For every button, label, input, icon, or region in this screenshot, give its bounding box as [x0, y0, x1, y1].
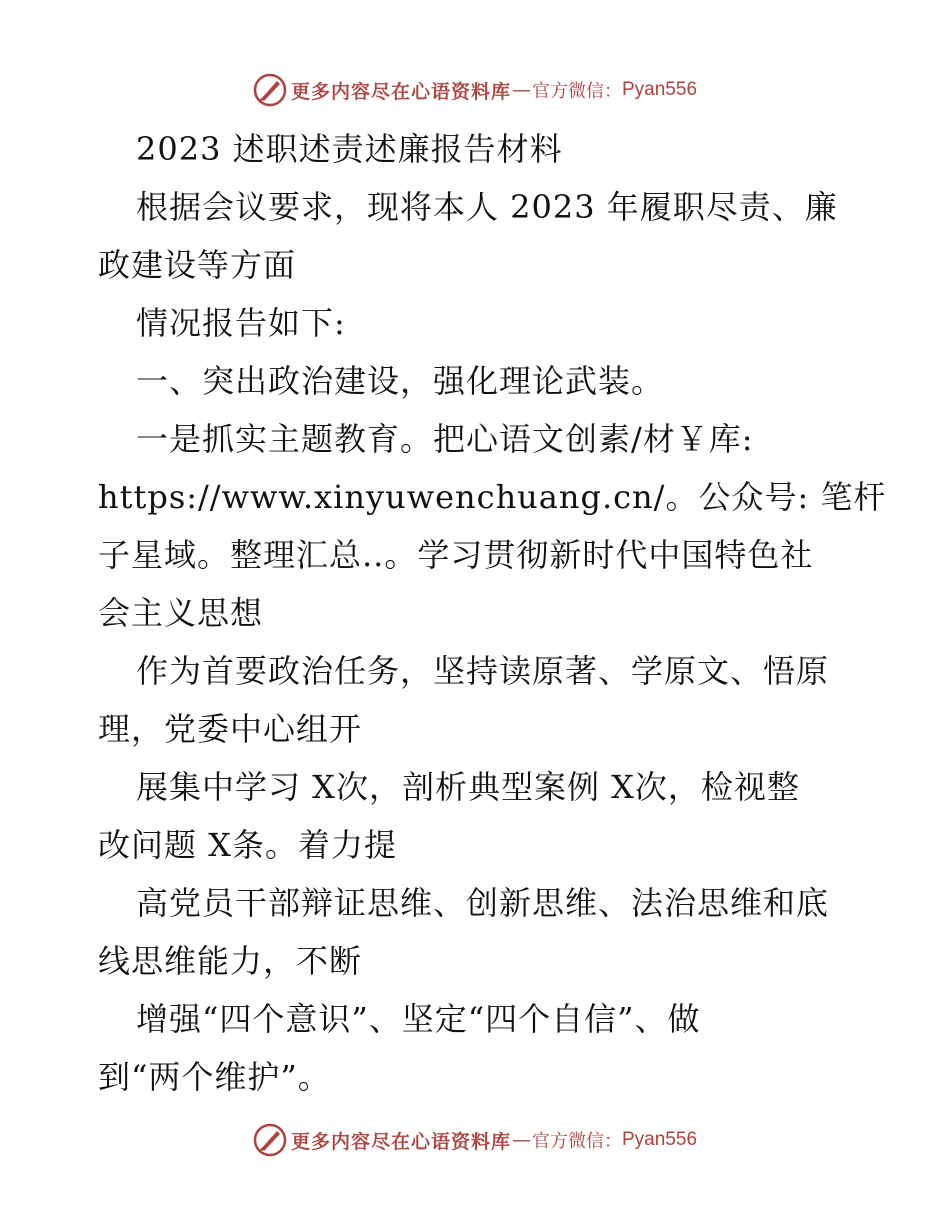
- paragraph-line: 政建设等方面: [98, 246, 297, 284]
- paragraph-line: 展集中学习 X次，剖析典型案例 X次，检视整: [136, 768, 800, 806]
- paragraph-line: 子星域。整理汇总..。学习贯彻新时代中国特色社: [98, 536, 814, 574]
- footer-banner: [0, 1120, 950, 1160]
- footer-wechat-label: 官方微信：: [532, 1131, 622, 1152]
- quill-logo-icon: [253, 1123, 287, 1157]
- document-body: [98, 120, 887, 1106]
- paragraph-line: 增强“四个意识”、坚定“四个自信”、做: [136, 1000, 701, 1038]
- header-banner-separator: —: [512, 79, 531, 101]
- paragraph-line: https://www.xinyuwenchuang.cn/。公众号: 笔杆: [98, 478, 887, 516]
- footer-banner-text: 更多内容尽在心语资料库: [290, 1130, 511, 1153]
- paragraph-line: 改问题 X条。着力提: [98, 826, 397, 864]
- document-title: 2023 述职述责述廉报告材料: [136, 130, 563, 168]
- header-wechat-id: Pyan556: [622, 79, 698, 100]
- paragraph-line: 线思维能力，不断: [98, 942, 363, 980]
- paragraph-line: 一是抓实主题教育。把心语文创素/材￥库:: [136, 420, 754, 458]
- paragraph-line: 情况报告如下:: [136, 304, 346, 342]
- footer-banner-separator: —: [512, 1129, 531, 1151]
- paragraph-line: 到“两个维护”。: [98, 1058, 331, 1096]
- paragraph-line: 理，党委中心组开: [98, 710, 363, 748]
- header-banner: [0, 70, 950, 110]
- paragraph-line: 会主义思想: [98, 594, 264, 632]
- section-heading: 一、突出政治建设，强化理论武装。: [136, 362, 665, 400]
- footer-wechat-id: Pyan556: [622, 1129, 698, 1150]
- header-wechat-label: 官方微信：: [532, 81, 622, 102]
- header-banner-text: 更多内容尽在心语资料库: [290, 80, 511, 103]
- paragraph-line: 高党员干部辩证思维、创新思维、法治思维和底: [136, 884, 830, 922]
- quill-logo-icon: [253, 73, 287, 107]
- paragraph-line: 作为首要政治任务，坚持读原著、学原文、悟原: [136, 652, 830, 690]
- paragraph-line: 根据会议要求，现将本人 2023 年履职尽责、廉: [136, 188, 838, 226]
